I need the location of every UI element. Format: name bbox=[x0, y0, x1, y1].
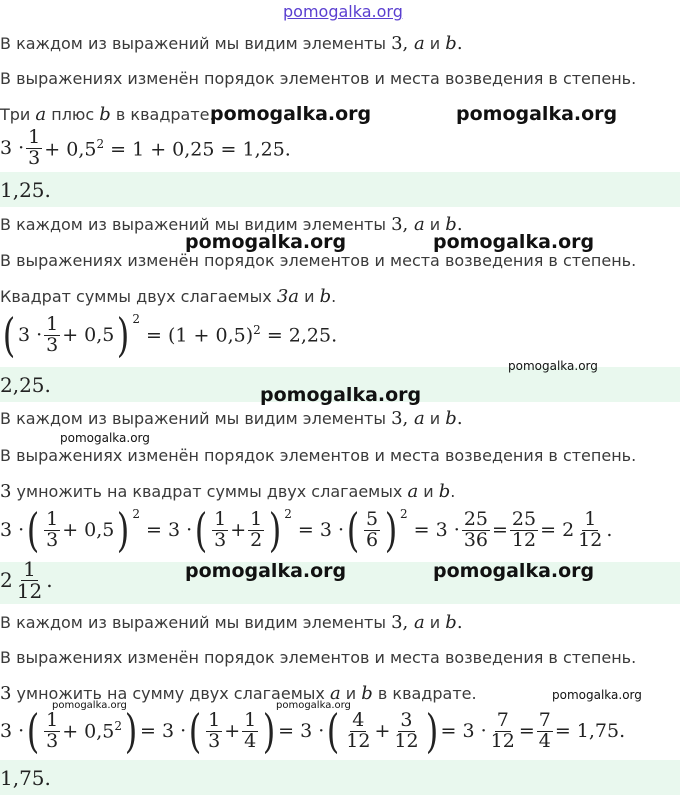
s4-expression: 3 · ( $\frac{1}{3}$ + $0,5^2$ ) = 3 · ( $\frac{1}{3}$ + $\frac{1}{4}$ ) = 3 · ( $\frac{4}{12}$ + $\frac{3}{12}$ ) = 3 · $\frac{7}{12}$ = $\frac{7}{4}$ = 1,75. bbox=[0, 704, 626, 758]
s2-line1: В каждом из выражений мы видим элементы 3, a и b. bbox=[0, 214, 463, 235]
s3-answer: 2 $\frac{1}{12}$ . bbox=[0, 558, 53, 602]
s4-line1: В каждом из выражений мы видим элементы 3, a и b. bbox=[0, 612, 463, 633]
s1-line3: Три a плюс b в квадрате. bbox=[0, 104, 215, 125]
s3-line1: В каждом из выражений мы видим элементы 3, a и b. bbox=[0, 408, 463, 429]
watermark: pomogalka.org bbox=[552, 688, 642, 702]
s4-line3: 3 умножить на сумму двух слагаемых a и b в квадрате. bbox=[0, 683, 477, 704]
s2-expression: ( 3 · $\frac{1}{3}$ + 0,5 ) $^2$ = $(1 + 0,5)^2 = 2,25$. bbox=[2, 308, 338, 362]
s1-answer: 1,25. bbox=[0, 178, 51, 202]
s2-line3: Квадрат суммы двух слагаемых 3a и b. bbox=[0, 286, 337, 307]
s2-answer: 2,25. bbox=[0, 373, 51, 397]
watermark: pomogalka.org bbox=[508, 359, 598, 373]
s1-line1: В каждом из выражений мы видим элементы 3, a и b. bbox=[0, 33, 463, 54]
watermark-top: pomogalka.org bbox=[283, 2, 403, 21]
s3-line3: 3 умножить на квадрат суммы двух слагаемых a и b. bbox=[0, 481, 456, 502]
watermark: pomogalka.org bbox=[185, 231, 347, 253]
watermark: pomogalka.org bbox=[260, 384, 422, 406]
watermark: pomogalka.org bbox=[276, 700, 351, 711]
watermark: pomogalka.org bbox=[433, 231, 595, 253]
watermark: pomogalka.org bbox=[52, 700, 127, 711]
watermark: pomogalka.org bbox=[210, 103, 372, 125]
s3-expression: 3 · ( $\frac{1}{3}$ + 0,5 ) $^2$ = 3 · ( $\frac{1}{3}$ + $\frac{1}{2}$ ) $^2$ = 3 · ( $\frac{5}{6}$ ) $^2$ = 3 · $\frac{25}{36}$ = $\frac{25}{12}$ = 2 $\frac{1}{12}$ . bbox=[0, 503, 613, 557]
s3-line2: В выражениях изменён порядок элементов и места возведения в степень. bbox=[0, 446, 637, 465]
s2-line2: В выражениях изменён порядок элементов и места возведения в степень. bbox=[0, 251, 637, 270]
s1-expression: 3 · $\frac{1}{3}$ + $0,5^2 = 1 + 0,25 = 1,25$. bbox=[0, 126, 291, 169]
s4-line2: В выражениях изменён порядок элементов и места возведения в степень. bbox=[0, 648, 637, 667]
watermark: pomogalka.org bbox=[456, 103, 618, 125]
s4-answer: 1,75. bbox=[0, 766, 51, 790]
watermark: pomogalka.org bbox=[60, 431, 150, 445]
s1-line2: В выражениях изменён порядок элементов и места возведения в степень. bbox=[0, 69, 637, 88]
watermark: pomogalka.org bbox=[433, 560, 595, 582]
s4-answer-box bbox=[0, 760, 680, 795]
s1-answer-box bbox=[0, 172, 680, 207]
watermark: pomogalka.org bbox=[185, 560, 347, 582]
